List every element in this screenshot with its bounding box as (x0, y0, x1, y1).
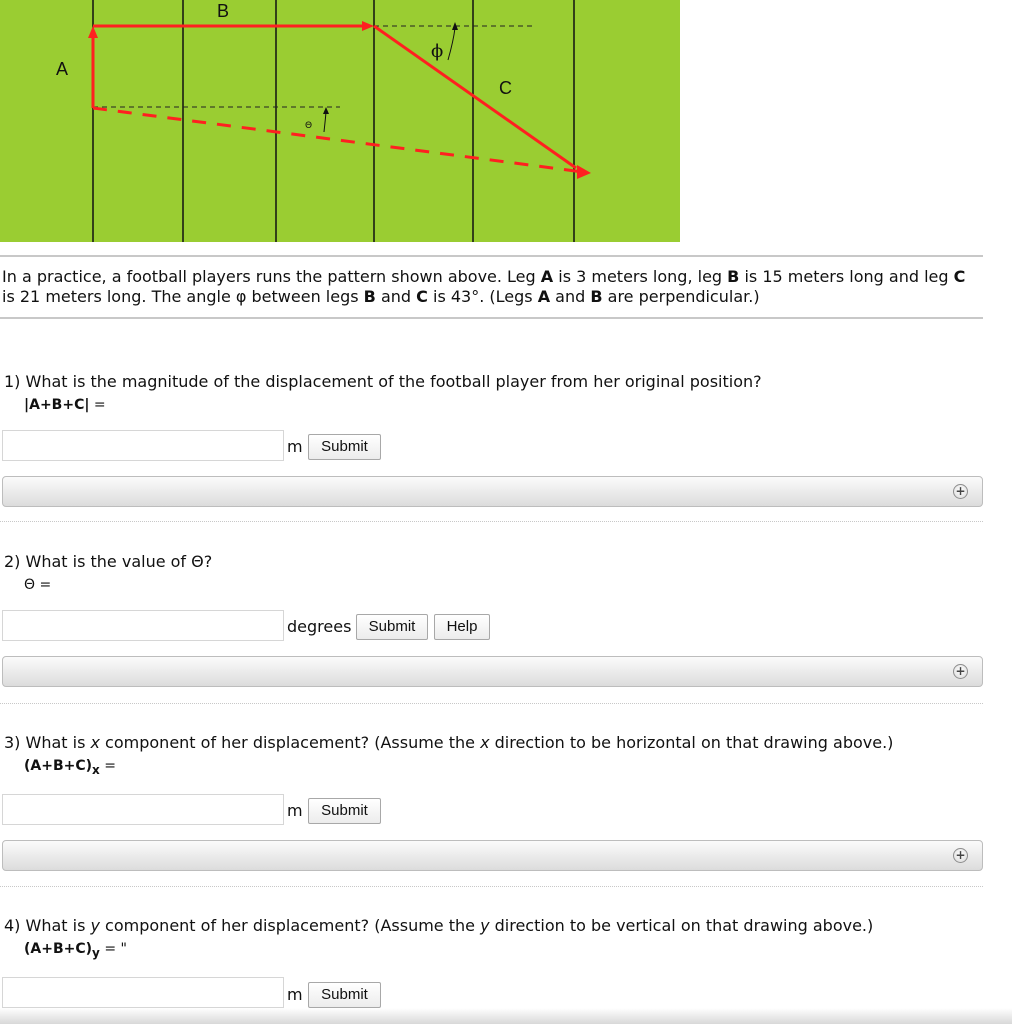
question-1-answer-input[interactable] (2, 430, 284, 461)
divider (0, 255, 983, 257)
question-3-text: 3) What is x component of her displacement? (Assume the x direction to be horizontal on that drawing above.) (4, 733, 894, 752)
field-background (0, 0, 680, 242)
question-4-answer-input[interactable] (2, 977, 284, 1008)
question-1-text: 1) What is the magnitude of the displacement of the football player from her original position? (4, 372, 762, 391)
question-1-expression: |A+B+C| = (24, 397, 106, 413)
question-1-unit: m (287, 437, 303, 456)
question-2-submit-button[interactable]: Submit (356, 614, 428, 640)
football-pattern-figure (0, 0, 680, 242)
question-1-feedback-bar[interactable] (2, 476, 983, 507)
question-4-text: 4) What is y component of her displacement? (Assume the y direction to be vertical on that drawing above.) (4, 916, 874, 935)
question-2-text: 2) What is the value of Θ? (4, 552, 213, 571)
question-2-answer-input[interactable] (2, 610, 284, 641)
question-2-unit: degrees (287, 617, 352, 636)
question-4-unit: m (287, 985, 303, 1004)
separator (0, 886, 983, 887)
question-3-unit: m (287, 801, 303, 820)
question-2-feedback-bar[interactable] (2, 656, 983, 687)
label-c: C (499, 78, 512, 98)
question-2-expression: Θ = (24, 577, 52, 593)
pattern-diagram (0, 0, 680, 242)
label-phi: ϕ (431, 41, 444, 62)
question-3-feedback-bar[interactable] (2, 840, 983, 871)
label-b: B (217, 1, 230, 21)
bottom-shadow (0, 1008, 1012, 1024)
question-4-submit-button[interactable]: Submit (308, 982, 381, 1008)
question-3-answer-input[interactable] (2, 794, 284, 825)
question-3-expression: $(A+B+C)_x$ = (24, 758, 116, 777)
question-3-submit-button[interactable]: Submit (308, 798, 381, 824)
problem-statement: In a practice, a football players runs the pattern shown above. Leg A is 3 meters long, leg B is 15 meters long and leg C is 21 meters long. The angle φ between legs B and C is 43°. (Legs A and B are perpendicular.) (2, 267, 966, 306)
plus-circle-icon[interactable]: + (953, 848, 968, 863)
label-theta: Θ (305, 121, 313, 131)
separator (0, 521, 983, 522)
question-1-submit-button[interactable]: Submit (308, 434, 381, 460)
question-4-expression: $(A+B+C)_y$ = " (24, 941, 127, 960)
divider (0, 317, 983, 319)
separator (0, 703, 983, 704)
plus-circle-icon[interactable]: + (953, 664, 968, 679)
question-2-help-button[interactable]: Help (434, 614, 490, 640)
label-a: A (56, 59, 69, 79)
plus-circle-icon[interactable]: + (953, 484, 968, 499)
